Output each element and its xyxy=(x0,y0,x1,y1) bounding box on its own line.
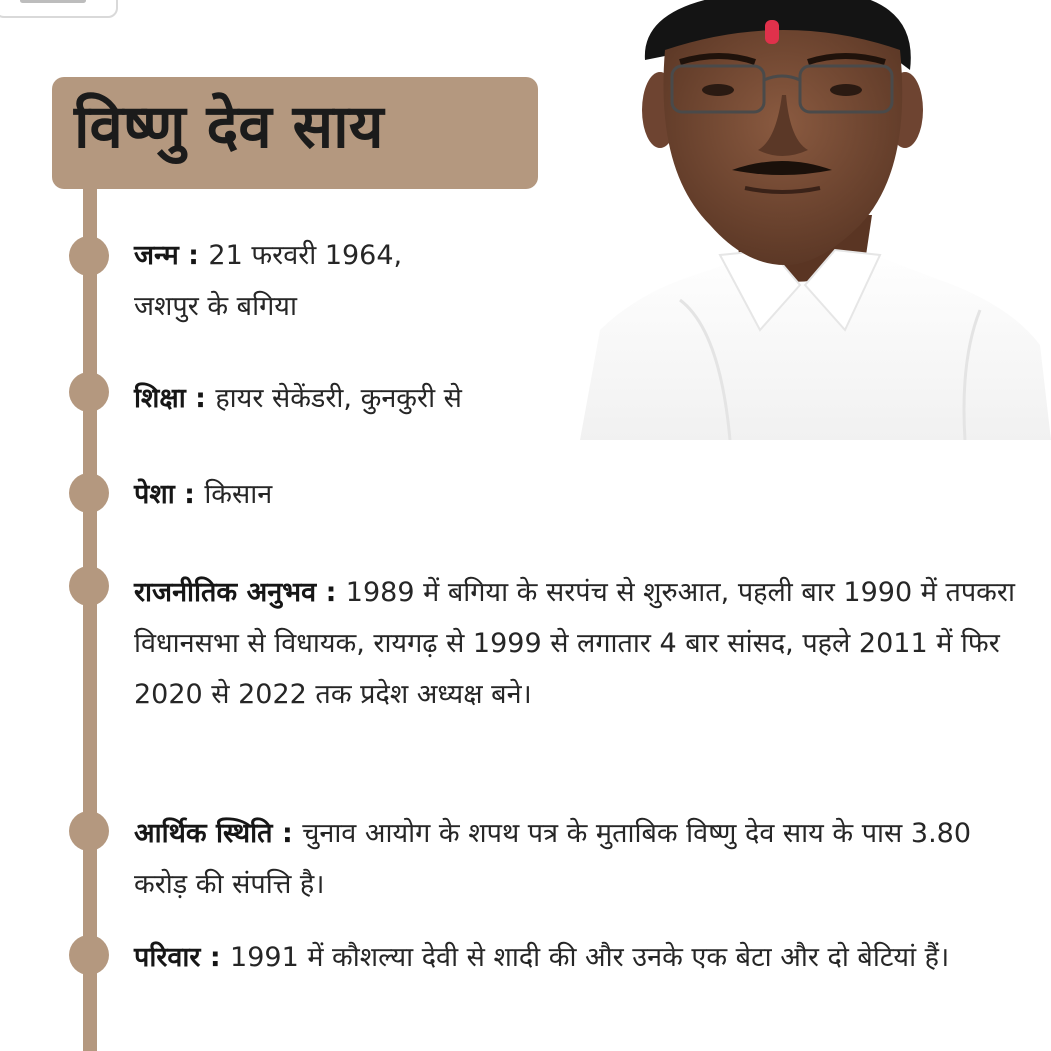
title-banner xyxy=(52,77,538,189)
entry-label: परिवार xyxy=(134,942,201,973)
entry-separator: : xyxy=(178,240,209,271)
entry-political-experience xyxy=(134,567,1029,720)
timeline-dot xyxy=(69,473,109,513)
entry-label: पेशा xyxy=(134,479,175,510)
timeline-dot xyxy=(69,566,109,606)
entry-financial-status xyxy=(134,808,1014,910)
page-title: विष्णु देव साय xyxy=(74,92,384,162)
entry-separator: : xyxy=(174,479,205,510)
top-edge-fragment xyxy=(0,0,118,18)
entry-occupation xyxy=(134,469,1034,520)
entry-text: 1989 में बगिया के सरपंच से शुरुआत, पहली बार 1990 में तपकरा विधानसभा से विधायक, रायगढ़ से 1999 से लगातार 4 बार सांसद, पहले 2011 में फिर 2020 से 2022 तक प्रदेश अध्यक्ष बने। xyxy=(134,577,1015,710)
entry-label: राजनीतिक अनुभव xyxy=(134,577,317,608)
entry-label: आर्थिक स्थिति xyxy=(134,818,273,849)
timeline-dot xyxy=(69,935,109,975)
timeline-line xyxy=(83,185,97,1051)
entry-text: 1991 में कौशल्या देवी से शादी की और उनके एक बेटा और दो बेटियां हैं। xyxy=(230,942,950,973)
timeline-dot xyxy=(69,372,109,412)
entry-text: चुनाव आयोग के शपथ पत्र के मुताबिक विष्णु देव साय के पास 3.80 करोड़ की संपत्ति है। xyxy=(134,818,972,900)
entry-separator: : xyxy=(272,818,303,849)
timeline-dot xyxy=(69,811,109,851)
entry-birth xyxy=(134,230,464,332)
entry-text: किसान xyxy=(204,479,273,510)
entry-separator: : xyxy=(316,577,346,608)
entry-separator: : xyxy=(185,383,216,414)
entry-separator: : xyxy=(200,942,231,973)
entry-label: जन्म xyxy=(134,240,179,271)
entry-text: हायर सेकेंडरी, कुनकुरी से xyxy=(215,383,462,414)
timeline-dot xyxy=(69,236,109,276)
entry-family xyxy=(134,932,994,983)
entry-label: शिक्षा xyxy=(134,383,186,414)
entry-text: 21 फरवरी 1964, जशपुर के बगिया xyxy=(134,240,403,322)
entry-education xyxy=(134,373,1034,424)
